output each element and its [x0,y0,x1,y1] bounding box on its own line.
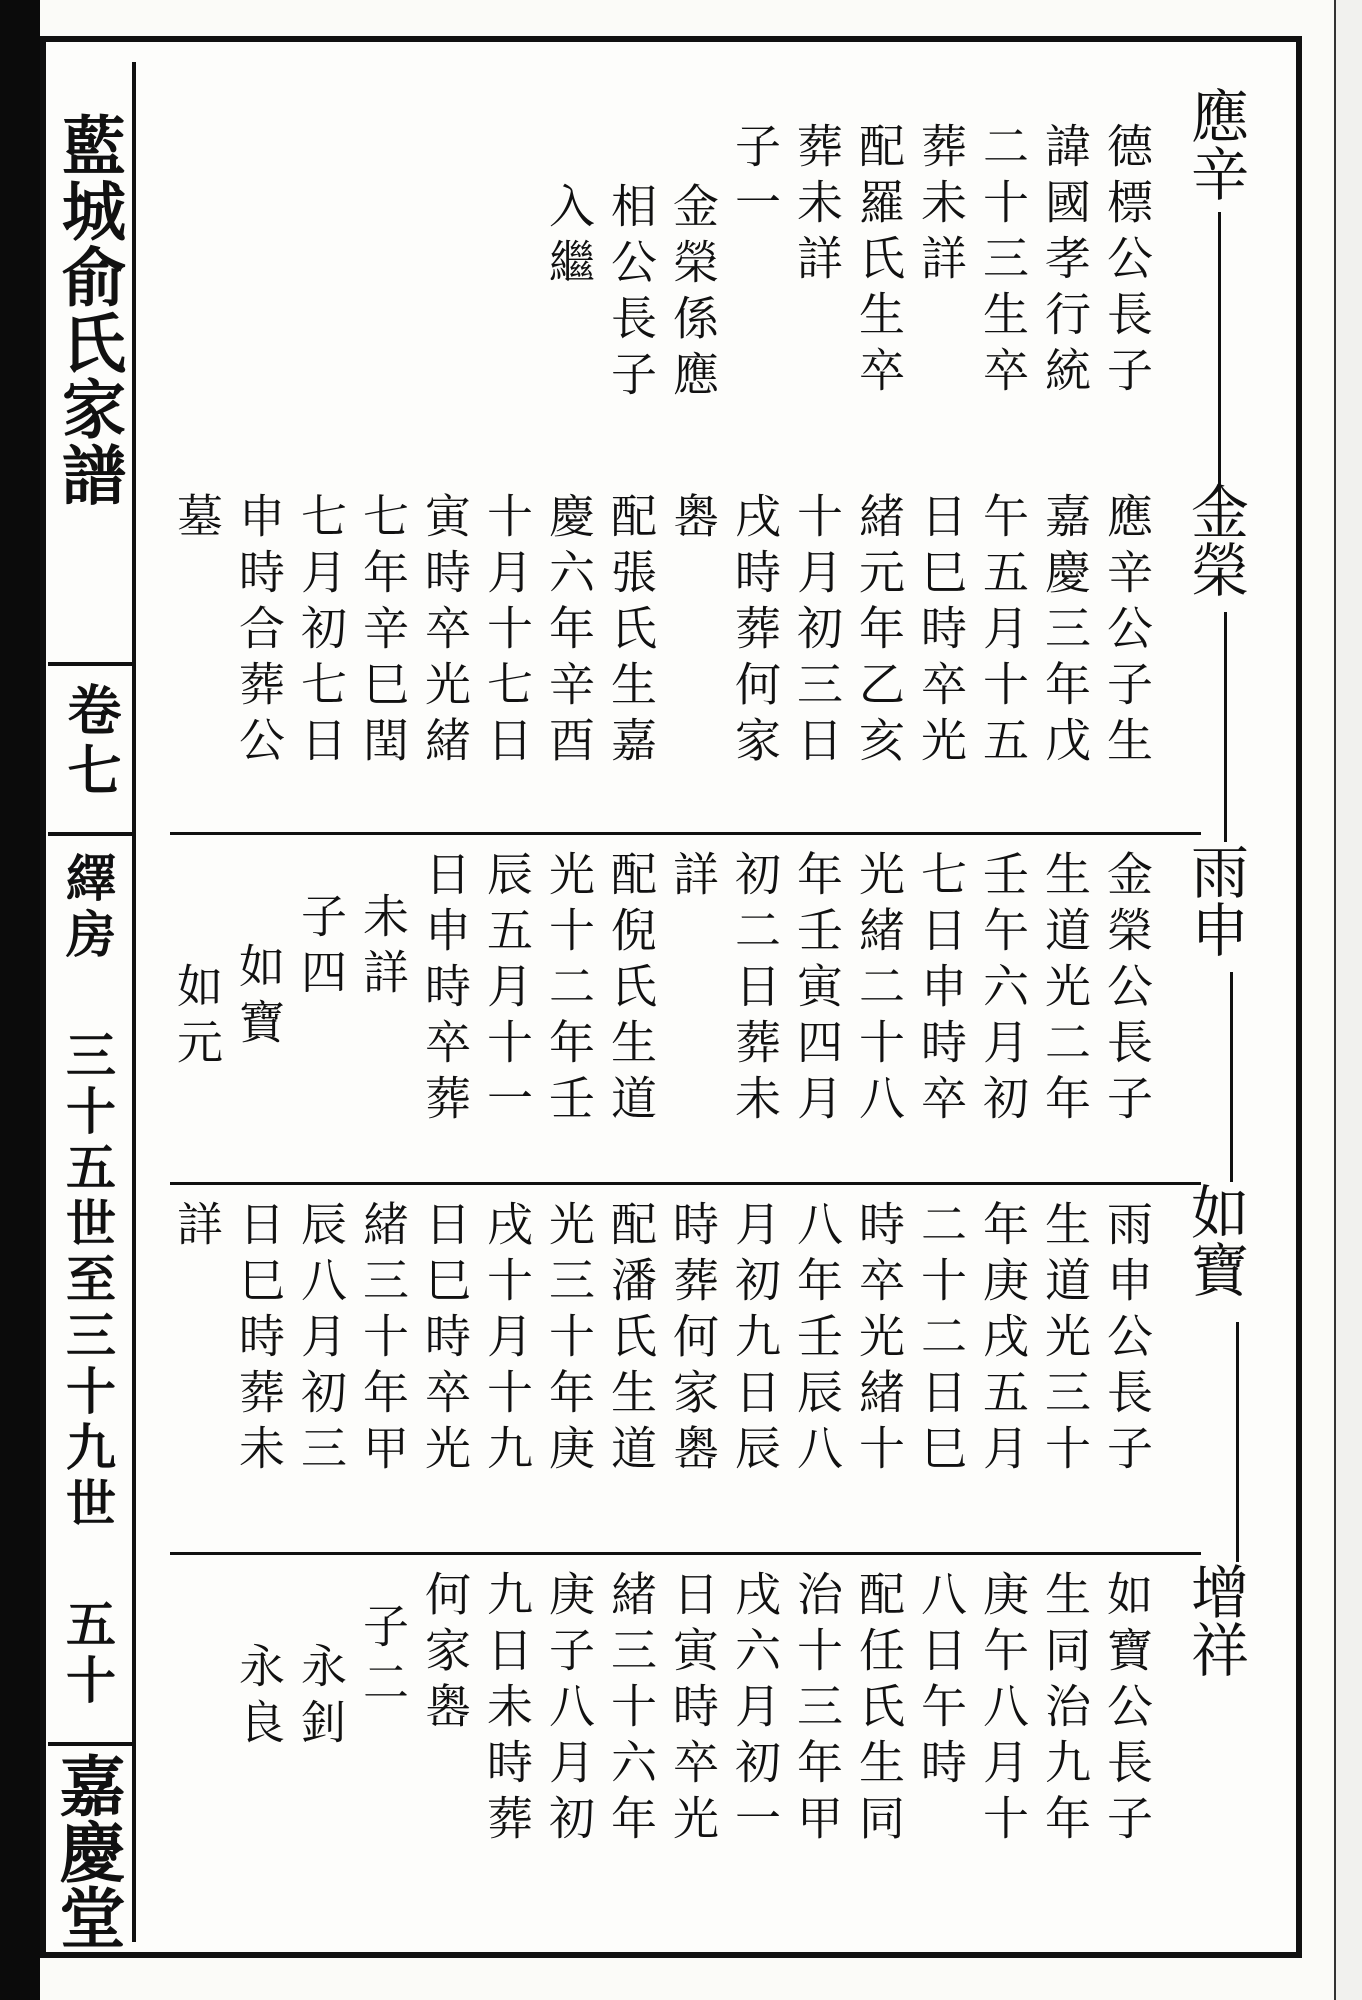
section-divider [170,832,1201,835]
entry-line: 諱國孝行統 [1038,122,1092,402]
entry-line: 金榮公長子 [1100,850,1154,1130]
entry-line: 應辛公子生 [1100,492,1154,772]
entry-line: 配潘氏生道 [604,1200,658,1480]
entry-line: 治十三年甲 [790,1570,844,1850]
entry-line: 日申時卒葬 [418,850,472,1130]
tree-connector [1236,1322,1239,1562]
entry-line: 配張氏生嘉 [604,492,658,772]
entry-line: 日巳時卒光 [418,1200,472,1480]
entry-line: 葬未詳 [914,122,968,290]
entry-line: 戌時葬何家 [728,492,782,772]
entry-line: 光緒二十八 [852,850,906,1130]
entry-line: 光三十年庚 [542,1200,596,1480]
entry-line: 何家嶴 [418,1570,472,1738]
genealogy-page [40,36,1302,1958]
entry-line: 詳 [666,850,720,906]
entry-line: 光十二年壬 [542,850,596,1130]
entry-line: 如寶公長子 [1100,1570,1154,1850]
entry-line: 七日申時卒 [914,850,968,1130]
entry-line: 金榮係應 [666,182,720,406]
entry-line: 永釗 [294,1642,348,1754]
entry-line: 庚子八月初 [542,1570,596,1850]
book-gutter [0,0,40,2000]
entry-line: 配任氏生同 [852,1570,906,1850]
entry-line: 壬午六月初 [976,850,1030,1130]
entry-line: 生同治九年 [1038,1570,1092,1850]
section-divider [170,1182,1201,1185]
entry-line: 十月初三日 [790,492,844,772]
entry-line: 如寶 [232,942,286,1054]
hall-name: 嘉慶堂 [48,1752,126,1950]
volume-label: 卷七 [59,682,123,802]
page-spine [48,62,136,1950]
entry-line: 申時合葬公 [232,492,286,772]
entry-line: 日巳時葬未 [232,1200,286,1480]
tree-connector [1224,612,1227,842]
entry-line: 二十二日巳 [914,1200,968,1480]
entry-line: 七年辛巳閏 [356,492,410,772]
section-divider [170,1552,1201,1555]
spine-divider [48,832,132,836]
entry-line: 配羅氏生卒 [852,122,906,402]
entry-line: 十月十七日 [480,492,534,772]
tree-connector [1230,972,1233,1182]
entry-line: 日巳時卒光 [914,492,968,772]
entry-line: 德標公長子 [1100,122,1154,402]
book-title: 藍城俞氏家譜 [51,112,126,508]
entry-line: 嶴 [666,492,720,548]
entry-line: 相公長子 [604,182,658,406]
entry-line: 八日午時 [914,1570,968,1794]
entry-line: 二十三生卒 [976,122,1030,402]
branch-range: 繹房 三十五世至三十九世 五十 [58,852,117,1710]
entry-line: 子二 [356,1602,410,1714]
entry-line: 嘉慶三年戊 [1038,492,1092,772]
entry-line: 緒元年乙亥 [852,492,906,772]
entry-line: 慶六年辛酉 [542,492,596,772]
entry-line: 緒三十六年 [604,1570,658,1850]
entry-line: 七月初七日 [294,492,348,772]
entry-line: 生道光三十 [1038,1200,1092,1480]
entry-line: 詳 [170,1200,224,1256]
entry-line: 月初九日辰 [728,1200,782,1480]
entry-line: 雨申公長子 [1100,1200,1154,1480]
page-edge [1334,0,1362,2000]
entry-line: 寅時卒光緒 [418,492,472,772]
entry-line: 永良 [232,1642,286,1754]
entry-line: 日寅時卒光 [666,1570,720,1850]
entry-line: 年庚戌五月 [976,1200,1030,1480]
entry-line: 八年壬辰八 [790,1200,844,1480]
entry-line: 生道光二年 [1038,850,1092,1130]
entry-line: 九日未時葬 [480,1570,534,1850]
spine-divider [48,662,132,666]
entry-line: 午五月十五 [976,492,1030,772]
entry-line: 年壬寅四月 [790,850,844,1130]
entry-line: 如元 [170,962,224,1074]
entry-line: 子一 [728,122,782,234]
entry-line: 葬未詳 [790,122,844,290]
person-name-jinrong: 金榮 [1181,482,1249,598]
spine-divider [48,1742,132,1746]
entry-line: 辰五月十一 [480,850,534,1130]
entry-line: 入繼 [542,182,596,294]
person-name-zengxiang: 增祥 [1181,1562,1249,1678]
person-name-yushen: 雨申 [1181,842,1249,958]
entry-line: 辰八月初三 [294,1200,348,1480]
tree-connector [1218,212,1221,512]
entry-line: 初二日葬未 [728,850,782,1130]
entry-line: 配倪氏生道 [604,850,658,1130]
person-name-yingxin: 應辛 [1181,86,1249,202]
person-name-rubao: 如寶 [1181,1182,1249,1298]
entry-line: 戌六月初一 [728,1570,782,1850]
entry-line: 時卒光緒十 [852,1200,906,1480]
entry-line: 庚午八月十 [976,1570,1030,1850]
entry-line: 戌十月十九 [480,1200,534,1480]
entry-line: 時葬何家嶴 [666,1200,720,1480]
entry-line: 未詳 [356,892,410,1004]
entry-line: 子四 [294,892,348,1004]
entry-line: 墓 [170,492,224,548]
entry-line: 緒三十年甲 [356,1200,410,1480]
